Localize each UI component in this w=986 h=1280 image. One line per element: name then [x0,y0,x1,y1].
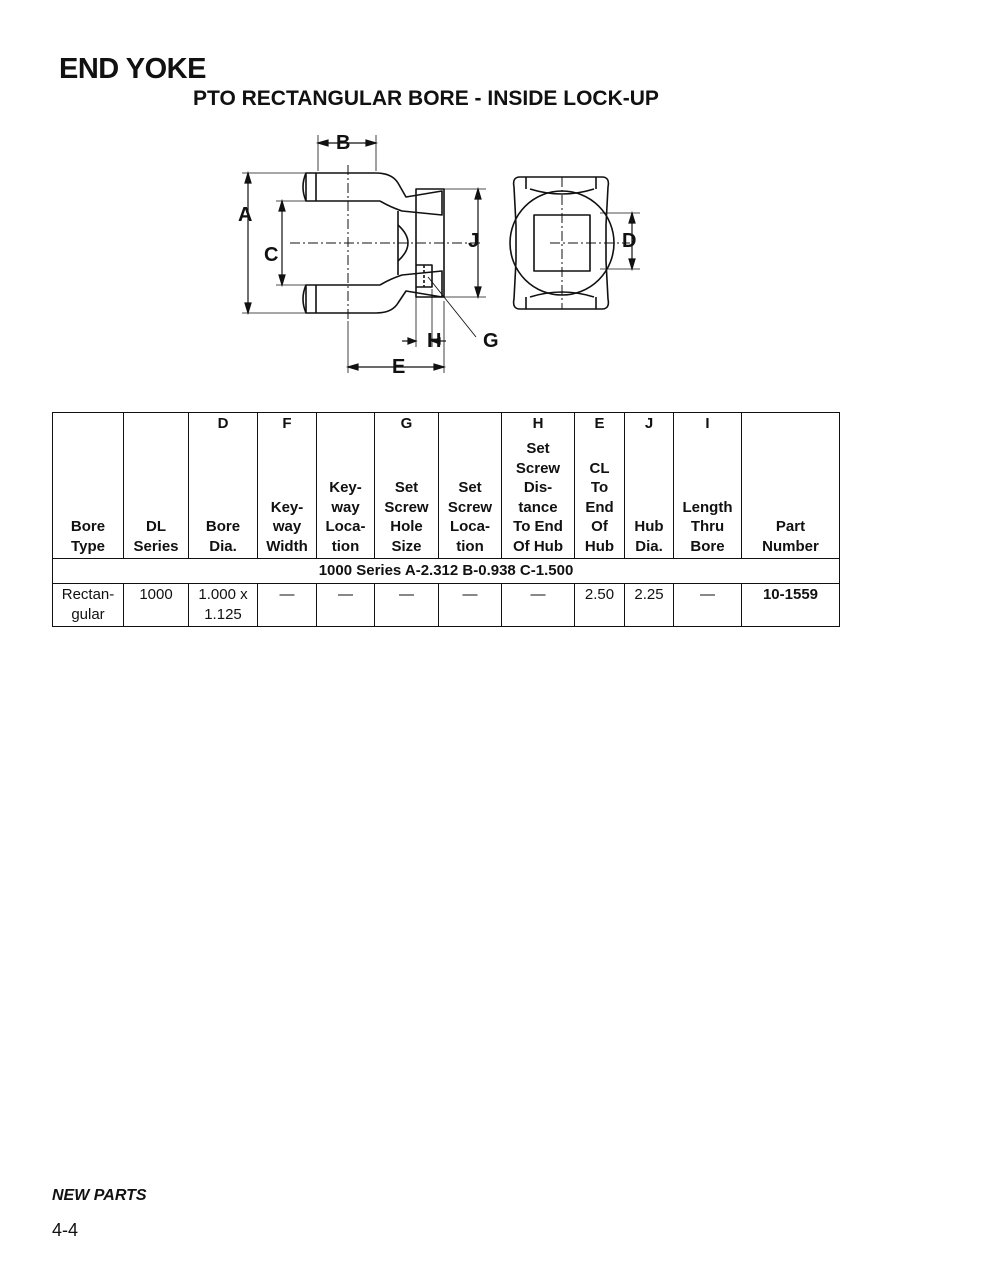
diagram-label-h: H [427,330,442,352]
yoke-upper-ear [306,173,442,215]
diagram-label-a: A [238,204,253,226]
column-header: DL Series [124,413,189,559]
diagram-label-e: E [392,356,406,378]
column-header: E CL To End Of Hub [575,413,625,559]
footer-new-parts-label: NEW PARTS [52,1187,147,1204]
series-row [53,559,840,584]
cell-set-screw-location: — [439,584,502,627]
diagram-label-b: B [336,132,351,154]
column-header: I Length Thru Bore [674,413,742,559]
series-row-label: 1000 Series A-2.312 B-0.938 C-1.500 [53,559,840,584]
cell-dl-series: 1000 [124,584,189,627]
specification-table [52,412,840,627]
cell-hub-dia: 2.25 [625,584,674,627]
cell-set-screw-hole-size: — [375,584,439,627]
column-header: Key- way Loca- tion [317,413,375,559]
cell-length-thru-bore: — [674,584,742,627]
cell-cl-to-end-of-hub: 2.50 [575,584,625,627]
column-header: F Key- way Width [258,413,317,559]
diagram-label-g: G [483,330,499,352]
column-header: Set Screw Loca- tion [439,413,502,559]
cell-keyway-location: — [317,584,375,627]
diagram-label-c: C [264,244,279,266]
table-row [53,584,840,627]
column-header: Bore Type [53,413,124,559]
column-header: Part Number [742,413,840,559]
cell-part-number: 10-1559 [742,584,840,627]
column-header: H Set Screw Dis- tance To End Of Hub [502,413,575,559]
table-header-row [53,413,840,559]
diagram-label-d: D [622,230,637,252]
diagram-label-j: J [468,230,480,252]
cell-bore-type: Rectan- gular [53,584,124,627]
page-title: END YOKE [59,53,206,85]
yoke-lower-ear [306,271,442,313]
cell-bore-dia: 1.000 x 1.125 [189,584,258,627]
cell-keyway-width: — [258,584,317,627]
hub-circle [510,191,614,295]
column-header: D Bore Dia. [189,413,258,559]
page-number: 4-4 [52,1220,79,1240]
column-header: J Hub Dia. [625,413,674,559]
page-subtitle: PTO RECTANGULAR BORE - INSIDE LOCK-UP [193,87,659,110]
end-yoke-diagram [230,125,650,385]
column-header: G Set Screw Hole Size [375,413,439,559]
cell-set-screw-distance: — [502,584,575,627]
